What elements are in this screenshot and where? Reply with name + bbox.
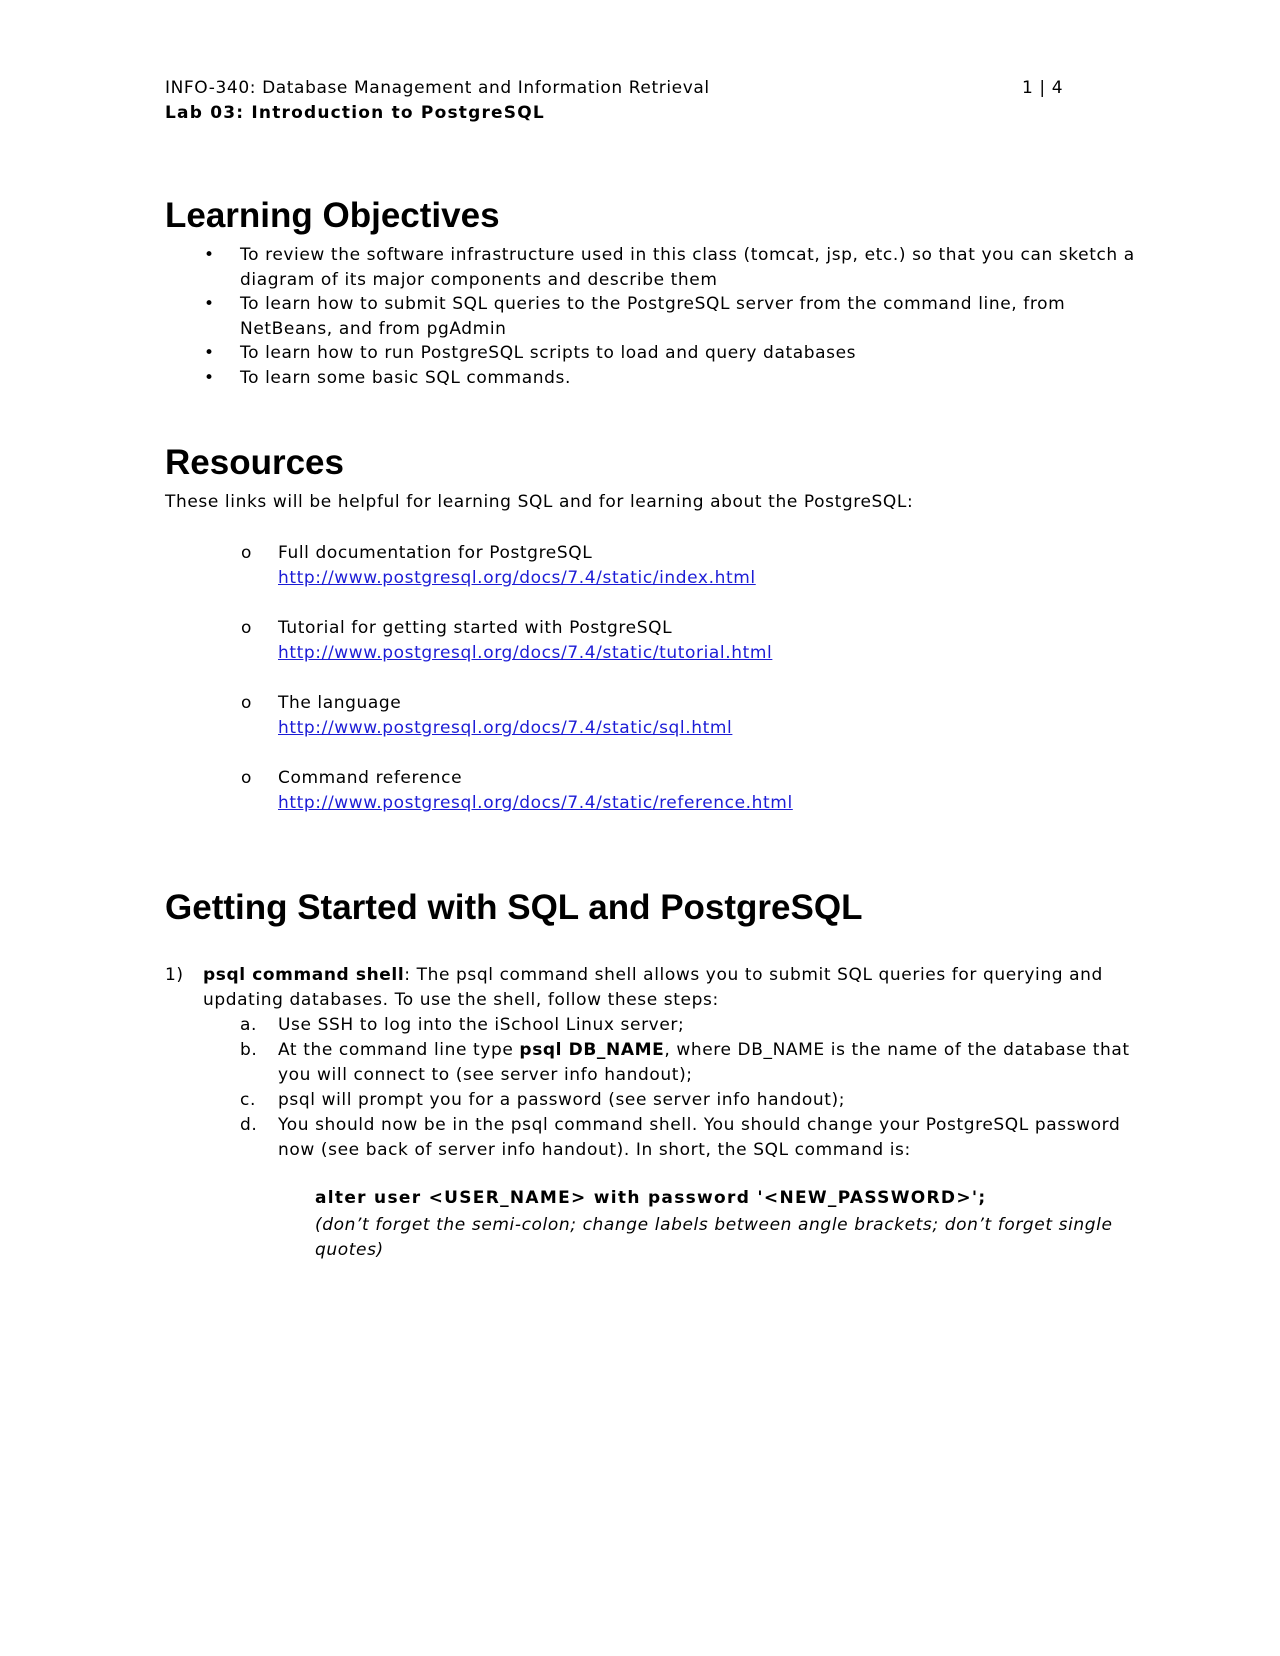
substep-letter: a.	[240, 1015, 258, 1035]
resources-intro: These links will be helpful for learning SQL and for learning about the PostgreSQL:	[165, 492, 914, 512]
substep-text-pre: At the command line type	[278, 1040, 520, 1060]
resource-link[interactable]: http://www.postgresql.org/docs/7.4/static/sql.html	[278, 718, 733, 738]
substep-text: You should now be in the psql command shell. You should change your PostgreSQL password now (see back of server info handout). In short, the SQL command is:	[278, 1115, 1121, 1160]
sql-command: alter user <USER_NAME> with password '<NEW_PASSWORD>';	[315, 1188, 987, 1208]
circle-bullet: o	[241, 618, 253, 638]
substep-command: psql DB_NAME	[519, 1040, 665, 1060]
resource-label: Command reference	[278, 768, 463, 788]
resource-item	[241, 541, 756, 591]
step-1	[165, 963, 1125, 1013]
circle-bullet: o	[241, 693, 253, 713]
substep-letter: c.	[240, 1090, 256, 1110]
objective-item: • To learn how to submit SQL queries to the PostgreSQL server from the command line, from NetBeans, and from pgAdmin	[240, 292, 1140, 342]
resource-item	[241, 616, 773, 666]
step-number: 1)	[165, 965, 184, 985]
objective-item: • To learn how to run PostgreSQL scripts to load and query databases	[240, 341, 1140, 366]
substep-text: Use SSH to log into the iSchool Linux server;	[278, 1015, 685, 1035]
resources-heading: Resources	[165, 443, 344, 482]
learning-objectives-heading: Learning Objectives	[165, 196, 500, 235]
substep	[240, 1013, 1138, 1038]
command-note: (don’t forget the semi-colon; change labels between angle brackets; don’t forget single quotes)	[315, 1215, 1113, 1260]
substep-letter: b.	[240, 1040, 258, 1060]
substep-text: psql will prompt you for a password (see server info handout);	[278, 1090, 846, 1110]
resource-item	[241, 691, 733, 741]
step-description: : The psql command shell allows you to submit SQL queries for querying and updating databases. To use the shell, follow these steps:	[203, 965, 1103, 1010]
step-bold-term: psql command shell	[203, 965, 405, 985]
substep	[240, 1088, 1138, 1113]
lab-title: Lab 03: Introduction to PostgreSQL	[165, 103, 545, 123]
page-number: 1 | 4	[1022, 78, 1064, 98]
resource-link[interactable]: http://www.postgresql.org/docs/7.4/static/index.html	[278, 568, 756, 588]
resource-link[interactable]: http://www.postgresql.org/docs/7.4/static/reference.html	[278, 793, 793, 813]
resource-item	[241, 766, 793, 816]
circle-bullet: o	[241, 768, 253, 788]
objective-item: • To review the software infrastructure used in this class (tomcat, jsp, etc.) so that you can sketch a diagram of its major components and describe them	[240, 243, 1140, 293]
resource-label: The language	[278, 693, 402, 713]
getting-started-heading: Getting Started with SQL and PostgreSQL	[165, 888, 863, 927]
substep	[240, 1113, 1138, 1163]
course-title: INFO-340: Database Management and Information Retrieval	[165, 78, 710, 98]
resource-label: Full documentation for PostgreSQL	[278, 543, 593, 563]
step-text	[203, 963, 1125, 1013]
circle-bullet: o	[241, 543, 253, 563]
substep-letter: d.	[240, 1115, 258, 1135]
substep	[240, 1038, 1138, 1088]
substep-text-post: , where DB_NAME is the name of the database that you will connect to (see server info handout);	[278, 1040, 1130, 1085]
resource-label: Tutorial for getting started with PostgreSQL	[278, 618, 673, 638]
objective-item: • To learn some basic SQL commands.	[240, 366, 1140, 391]
resource-link[interactable]: http://www.postgresql.org/docs/7.4/static/tutorial.html	[278, 643, 773, 663]
